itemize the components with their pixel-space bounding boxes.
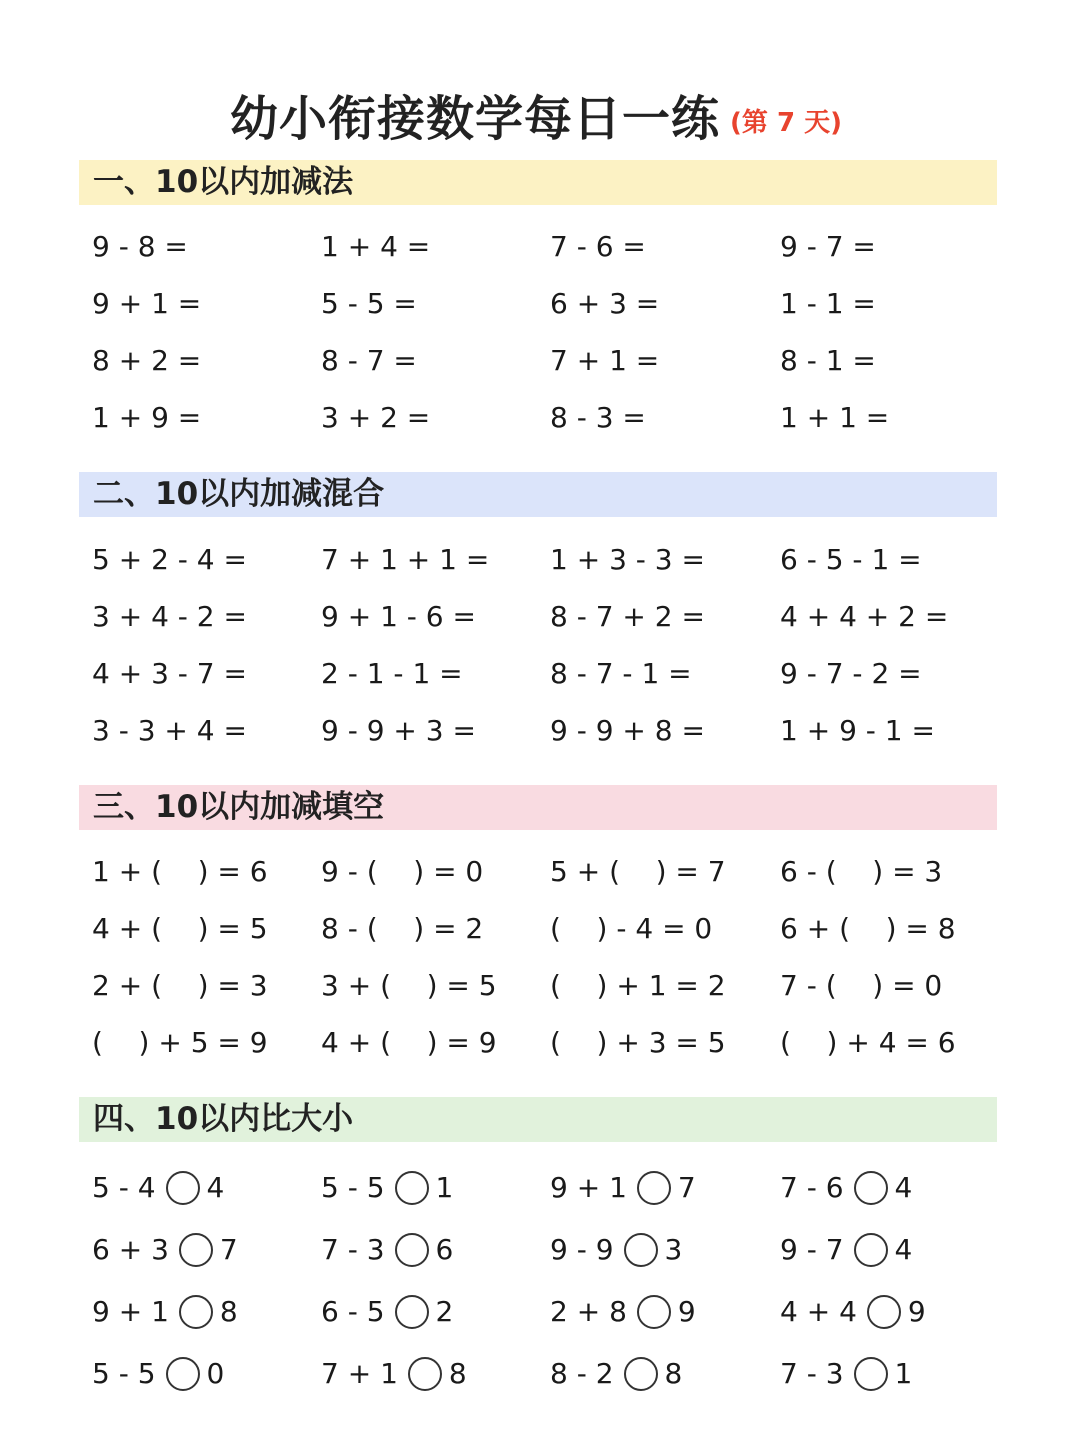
section-header-compare-size: 四、10以内比大小 xyxy=(79,1097,997,1142)
problem: 8 - 7 - 1 = xyxy=(550,657,692,690)
compare-problem xyxy=(321,1281,550,1343)
problem: 9 - 9 + 3 = xyxy=(321,714,476,747)
compare-right-value: 8 xyxy=(664,1357,683,1390)
problem: 9 + 1 - 6 = xyxy=(321,600,476,633)
problem: 4 + 3 - 7 = xyxy=(92,657,247,690)
compare-right-value: 8 xyxy=(448,1357,467,1390)
compare-problem xyxy=(92,1157,321,1219)
problem-grid-mixed-operations xyxy=(92,531,1012,759)
problem: 1 + 3 - 3 = xyxy=(550,543,705,576)
compare-problem xyxy=(92,1343,321,1405)
compare-left-expression: 9 - 7 xyxy=(780,1233,844,1266)
compare-problem xyxy=(550,1219,780,1281)
compare-left-expression: 5 - 4 xyxy=(92,1171,156,1204)
compare-right-value: 4 xyxy=(894,1171,913,1204)
problem: 3 + 2 = xyxy=(321,401,431,434)
page-title: 幼小衔接数学每日一练 xyxy=(230,91,721,147)
problem: 9 - 7 - 2 = xyxy=(780,657,922,690)
compare-right-value: 7 xyxy=(219,1233,238,1266)
compare-problem xyxy=(321,1157,550,1219)
answer-circle-icon[interactable] xyxy=(637,1171,671,1205)
compare-right-value: 1 xyxy=(435,1171,454,1204)
answer-circle-icon[interactable] xyxy=(854,1171,888,1205)
problem: 5 - 5 = xyxy=(321,287,417,320)
compare-problem xyxy=(92,1219,321,1281)
problem: 7 - 6 = xyxy=(550,230,646,263)
problem: 9 + 1 = xyxy=(92,287,202,320)
problem: 8 + 2 = xyxy=(92,344,202,377)
problem: ( ) + 1 = 2 xyxy=(550,969,726,1002)
problem: ( ) - 4 = 0 xyxy=(550,912,713,945)
problem: 7 - ( ) = 0 xyxy=(780,969,943,1002)
compare-problem xyxy=(780,1219,1010,1281)
problem: 6 + 3 = xyxy=(550,287,660,320)
compare-right-value: 2 xyxy=(435,1295,454,1328)
answer-circle-icon[interactable] xyxy=(179,1233,213,1267)
problem: 6 - 5 - 1 = xyxy=(780,543,922,576)
problem: ( ) + 5 = 9 xyxy=(92,1026,268,1059)
compare-problem xyxy=(780,1157,1010,1219)
problem: 4 + ( ) = 5 xyxy=(92,912,268,945)
problem: 1 + ( ) = 6 xyxy=(92,855,268,888)
problem: 2 - 1 - 1 = xyxy=(321,657,463,690)
problem: 1 + 9 = xyxy=(92,401,202,434)
problem-grid-fill-in-blank xyxy=(92,843,1012,1071)
compare-problem xyxy=(550,1157,780,1219)
compare-left-expression: 7 - 6 xyxy=(780,1171,844,1204)
worksheet-title-bar xyxy=(0,80,1072,149)
answer-circle-icon[interactable] xyxy=(624,1233,658,1267)
problem: ( ) + 4 = 6 xyxy=(780,1026,956,1059)
problem: 9 - 7 = xyxy=(780,230,876,263)
compare-right-value: 3 xyxy=(664,1233,683,1266)
answer-circle-icon[interactable] xyxy=(637,1295,671,1329)
compare-right-value: 1 xyxy=(894,1357,913,1390)
answer-circle-icon[interactable] xyxy=(166,1171,200,1205)
problem: 7 + 1 = xyxy=(550,344,660,377)
problem: 1 + 1 = xyxy=(780,401,890,434)
section-header-fill-in-blank: 三、10以内加减填空 xyxy=(79,785,997,830)
problem: 7 + 1 + 1 = xyxy=(321,543,490,576)
compare-right-value: 9 xyxy=(907,1295,926,1328)
problem: 5 + 2 - 4 = xyxy=(92,543,247,576)
problem: 1 + 4 = xyxy=(321,230,431,263)
problem: 8 - 3 = xyxy=(550,401,646,434)
compare-left-expression: 4 + 4 xyxy=(780,1295,857,1328)
compare-right-value: 9 xyxy=(677,1295,696,1328)
problem: 1 - 1 = xyxy=(780,287,876,320)
compare-problem xyxy=(550,1281,780,1343)
compare-problem xyxy=(92,1281,321,1343)
answer-circle-icon[interactable] xyxy=(854,1233,888,1267)
problem: 3 + 4 - 2 = xyxy=(92,600,247,633)
problem: 8 - ( ) = 2 xyxy=(321,912,484,945)
problem: 3 - 3 + 4 = xyxy=(92,714,247,747)
problem-grid-compare-size xyxy=(92,1157,1012,1405)
section-header-addition-subtraction: 一、10以内加减法 xyxy=(79,160,997,205)
compare-left-expression: 9 + 1 xyxy=(92,1295,169,1328)
compare-left-expression: 6 - 5 xyxy=(321,1295,385,1328)
section-header-mixed-operations: 二、10以内加减混合 xyxy=(79,472,997,517)
answer-circle-icon[interactable] xyxy=(166,1357,200,1391)
compare-right-value: 7 xyxy=(677,1171,696,1204)
compare-problem xyxy=(321,1219,550,1281)
problem: 6 + ( ) = 8 xyxy=(780,912,956,945)
answer-circle-icon[interactable] xyxy=(408,1357,442,1391)
answer-circle-icon[interactable] xyxy=(395,1295,429,1329)
compare-problem xyxy=(550,1343,780,1405)
problem: 6 - ( ) = 3 xyxy=(780,855,943,888)
problem: 5 + ( ) = 7 xyxy=(550,855,726,888)
compare-problem xyxy=(780,1281,1010,1343)
problem: 8 - 7 + 2 = xyxy=(550,600,705,633)
day-badge: (第 7 天) xyxy=(730,108,842,138)
problem-grid-addition-subtraction xyxy=(92,218,1012,446)
compare-right-value: 6 xyxy=(435,1233,454,1266)
problem: 2 + ( ) = 3 xyxy=(92,969,268,1002)
answer-circle-icon[interactable] xyxy=(179,1295,213,1329)
problem: 9 - 8 = xyxy=(92,230,188,263)
problem: 9 - ( ) = 0 xyxy=(321,855,484,888)
problem: 1 + 9 - 1 = xyxy=(780,714,935,747)
compare-left-expression: 5 - 5 xyxy=(92,1357,156,1390)
answer-circle-icon[interactable] xyxy=(395,1171,429,1205)
compare-problem xyxy=(780,1343,1010,1405)
compare-left-expression: 7 - 3 xyxy=(321,1233,385,1266)
compare-left-expression: 8 - 2 xyxy=(550,1357,614,1390)
problem: 3 + ( ) = 5 xyxy=(321,969,497,1002)
problem: 9 - 9 + 8 = xyxy=(550,714,705,747)
compare-left-expression: 5 - 5 xyxy=(321,1171,385,1204)
compare-left-expression: 9 - 9 xyxy=(550,1233,614,1266)
problem: ( ) + 3 = 5 xyxy=(550,1026,726,1059)
compare-right-value: 8 xyxy=(219,1295,238,1328)
compare-left-expression: 7 - 3 xyxy=(780,1357,844,1390)
problem: 8 - 7 = xyxy=(321,344,417,377)
answer-circle-icon[interactable] xyxy=(867,1295,901,1329)
compare-right-value: 4 xyxy=(206,1171,225,1204)
compare-problem xyxy=(321,1343,550,1405)
problem: 8 - 1 = xyxy=(780,344,876,377)
compare-left-expression: 2 + 8 xyxy=(550,1295,627,1328)
compare-left-expression: 7 + 1 xyxy=(321,1357,398,1390)
problem: 4 + 4 + 2 = xyxy=(780,600,949,633)
compare-left-expression: 6 + 3 xyxy=(92,1233,169,1266)
answer-circle-icon[interactable] xyxy=(624,1357,658,1391)
compare-left-expression: 9 + 1 xyxy=(550,1171,627,1204)
problem: 4 + ( ) = 9 xyxy=(321,1026,497,1059)
answer-circle-icon[interactable] xyxy=(395,1233,429,1267)
answer-circle-icon[interactable] xyxy=(854,1357,888,1391)
compare-right-value: 4 xyxy=(894,1233,913,1266)
compare-right-value: 0 xyxy=(206,1357,225,1390)
